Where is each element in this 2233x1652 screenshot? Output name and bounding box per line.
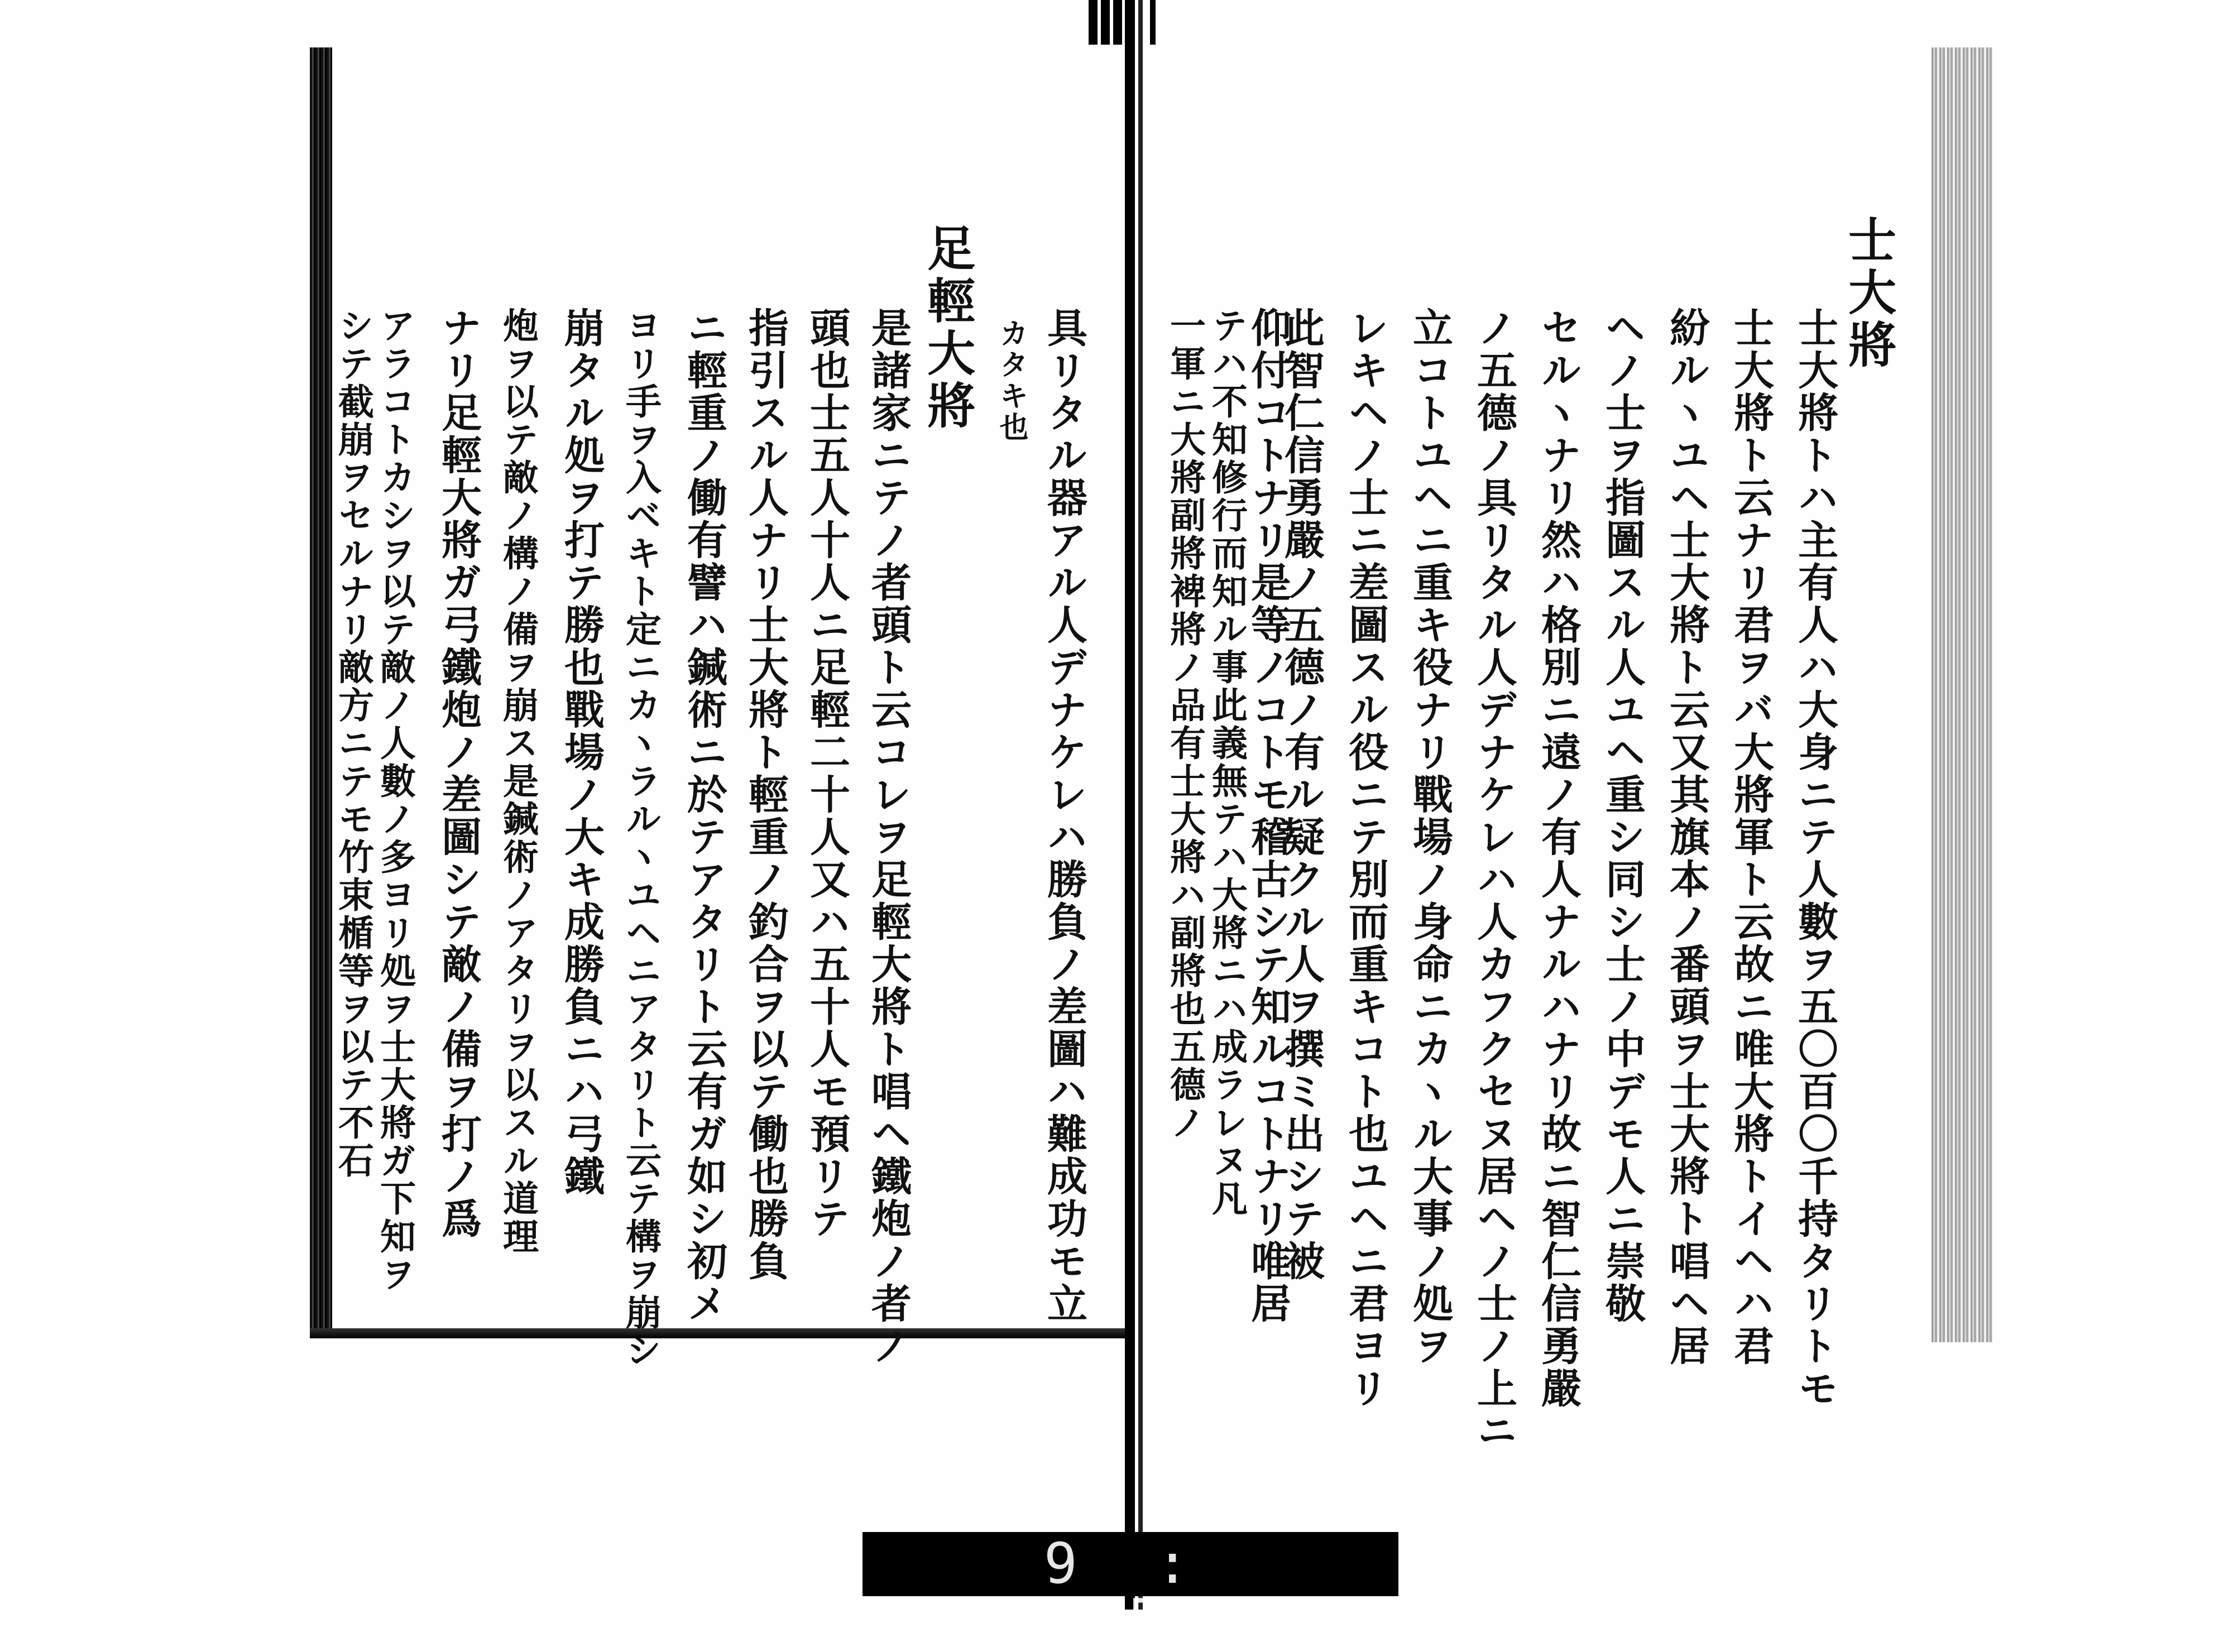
right-column-12: 一軍ニ大將副將裨將ノ品有士大將ハ副將也五德ノ: [1164, 307, 1206, 1142]
right-page-heading: 士大將: [1840, 215, 1896, 372]
right-column-7: 立コトユヘニ重キ役ナリ戰場ノ身命ニカヽル大事ノ処ヲ: [1406, 307, 1454, 1367]
left-column-2: カタキ也: [994, 318, 1028, 443]
left-column-3: 是諸家ニテノ者頭ト云コレヲ足輕大將ト唱ヘ鐵炮ノ者ノ: [865, 307, 912, 1367]
right-column-11: テハ不知修行而知ル事此義無テハ大將ニハ成ラレヌ凡: [1206, 307, 1248, 1218]
right-page-edge: [1932, 47, 1993, 1342]
left-column-12: シテ截崩ヲセルナリ敵方ニテモ竹束楯等ヲ以テ不石: [332, 307, 374, 1180]
right-column-1: 士大將トハ主有人ハ大身ニテ人數ヲ五〇百〇千持タリトモ: [1791, 307, 1839, 1410]
right-column-4: ヘノ士ヲ指圖スル人ユヘ重シ同シ士ノ中デモ人ニ崇敬: [1599, 307, 1646, 1325]
right-column-9: 此智仁信勇嚴ノ五德ノ有ル疑クル人ヲ撰ミ出シテ被: [1278, 307, 1325, 1283]
left-page-edge: [310, 47, 332, 1337]
left-column-4: 頭也士五人十人ニ足輕二十人又ハ五十人モ預リテ: [803, 307, 851, 1240]
left-column-6: ニ輕重ノ働有譬ハ鍼術ニ於テアタリト云有ガ如シ初メ: [681, 307, 728, 1325]
right-column-6: ノ五德ノ具リタル人デナケレハ人カフクセヌ居ヘノ士ノ上ニ: [1470, 307, 1518, 1452]
book-gutter: [1125, 0, 1150, 1610]
left-page-bottom-edge: [310, 1328, 1136, 1338]
left-column-10: ナリ足輕大將ガ弓鐵炮ノ差圖シテ敵ノ備ヲ打ノ爲: [435, 307, 482, 1240]
right-column-2: 士大將ト云ナリ君ヲバ大將軍ト云故ニ唯大將トイヘハ君: [1727, 307, 1775, 1367]
left-column-7: ヨリ手ヲ入ベキト定ニカヽラルヽユヘニアタリト云テ構ヲ崩シ: [620, 307, 662, 1370]
right-column-8: レキヘノ士ニ差圖スル役ニテ別而重キコト也ユヘニ君ヨリ: [1342, 307, 1389, 1410]
left-column-1: 具リタル器アル人デナケレハ勝負ノ差圖ハ難成功モ立: [1041, 307, 1088, 1325]
left-page-heading: 足輕大將: [919, 223, 975, 433]
right-column-10: 仰付コトナリ是等ノコトモ稽古シテ知ルコトナリ唯居: [1244, 307, 1292, 1325]
left-column-5: 指引スル人ナリ士大將ト輕重ノ釣合ヲ以テ働也勝負: [742, 307, 789, 1283]
left-column-9: 炮ヲ以テ敵ノ構ノ備ヲ崩ス是鍼術ノアタリヲ以スル道理: [497, 307, 539, 1256]
right-column-3: 紛ルヽユヘ士大將ト云又其旗本ノ番頭ヲ士大將ト唱ヘ居: [1663, 307, 1710, 1367]
left-column-11: アラコトカシヲ以テ敵ノ人數ノ多ヨリ処ヲ士大將ガ下知ヲ: [374, 307, 416, 1294]
right-column-5: セルヽナリ然ハ格別ニ遠ノ有人ナルハナリ故ニ智仁信勇嚴: [1535, 307, 1582, 1410]
archive-stamp-number: 9 : 35: [1043, 1531, 1212, 1652]
left-column-8: 崩タル処ヲ打テ勝也戰場ノ大キ成勝負ニハ弓鐵: [558, 307, 605, 1198]
